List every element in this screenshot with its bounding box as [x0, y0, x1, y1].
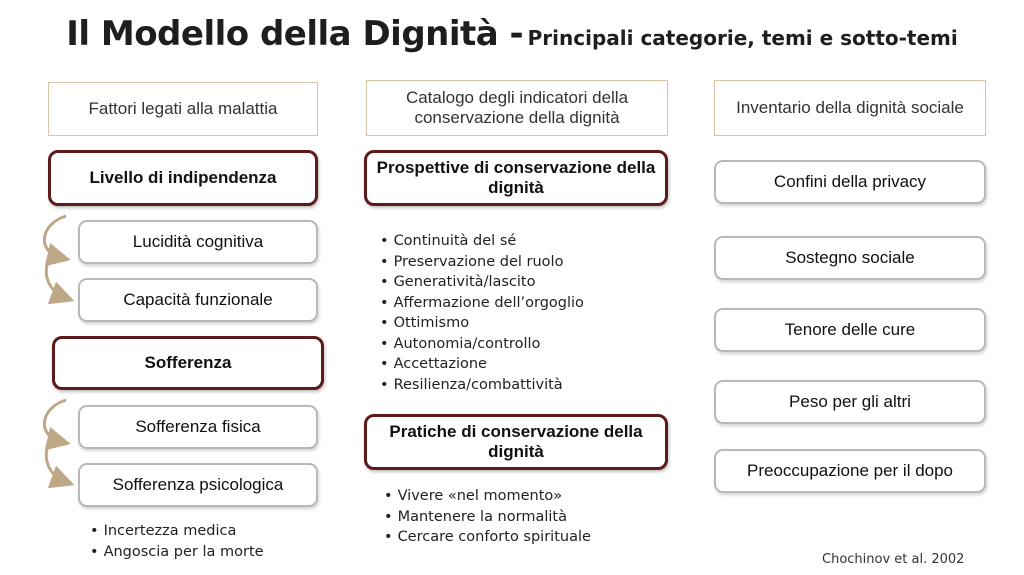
list-item: • Autonomia/controllo	[380, 334, 584, 355]
header-label: Catalogo degli indicatori della conservazione della dignità	[405, 88, 629, 127]
diagram-title	[0, 14, 1024, 54]
category-independence	[48, 150, 318, 206]
subtheme-label: Sofferenza fisica	[135, 417, 261, 437]
list-item: • Angoscia per la morte	[90, 542, 264, 563]
subtheme-cognitive-acuity	[78, 220, 318, 264]
header-label: Fattori legati alla malattia	[88, 99, 278, 119]
practices-bullet-list	[384, 486, 591, 548]
list-item: • Resilienza/combattività	[380, 375, 584, 396]
perspectives-bullet-list	[380, 231, 584, 395]
header-dignity-conserving-repertoire	[366, 80, 668, 136]
header-label: Inventario della dignità sociale	[736, 98, 964, 118]
list-item: • Accettazione	[380, 354, 584, 375]
list-item: • Vivere «nel momento»	[384, 486, 591, 507]
title-main: Il Modello della Dignità -	[66, 14, 524, 54]
citation: Chochinov et al. 2002	[822, 552, 965, 567]
category-dignity-practices	[364, 414, 668, 470]
curved-arrow-icon	[38, 396, 78, 492]
list-item: • Generatività/lascito	[380, 272, 584, 293]
subtheme-functional-capacity	[78, 278, 318, 322]
category-label: Pratiche di conservazione della dignità	[389, 422, 643, 461]
suffering-bullet-list	[90, 521, 264, 562]
header-illness-factors	[48, 82, 318, 136]
category-label: Sofferenza	[144, 353, 232, 373]
item-privacy-boundaries	[714, 160, 986, 204]
subtheme-physical-suffering	[78, 405, 318, 449]
list-item: • Cercare conforto spirituale	[384, 527, 591, 548]
subtheme-label: Sofferenza psicologica	[112, 475, 284, 495]
list-item: • Preservazione del ruolo	[380, 252, 584, 273]
list-item: • Ottimismo	[380, 313, 584, 334]
title-subtitle: Principali categorie, temi e sotto-temi	[527, 26, 958, 50]
subtheme-psychological-suffering	[78, 463, 318, 507]
item-label: Sostegno sociale	[785, 248, 915, 268]
header-social-dignity-inventory	[714, 80, 986, 136]
subtheme-label: Lucidità cognitiva	[132, 232, 264, 252]
list-item: • Incertezza medica	[90, 521, 264, 542]
list-item: • Affermazione dell’orgoglio	[380, 293, 584, 314]
item-label: Confini della privacy	[773, 172, 927, 192]
subtheme-label: Capacità funzionale	[123, 290, 273, 310]
item-social-support	[714, 236, 986, 280]
category-dignity-perspectives	[364, 150, 668, 206]
category-label: Prospettive di conservazione della dignità	[376, 158, 656, 197]
list-item: • Continuità del sé	[380, 231, 584, 252]
item-care-tenor	[714, 308, 986, 352]
item-aftermath-concerns	[714, 449, 986, 493]
item-label: Preoccupazione per il dopo	[746, 461, 954, 481]
category-suffering	[52, 336, 324, 390]
item-label: Peso per gli altri	[789, 392, 911, 412]
category-label: Livello di indipendenza	[89, 168, 277, 188]
item-burden-to-others	[714, 380, 986, 424]
curved-arrow-icon	[38, 212, 78, 308]
item-label: Tenore delle cure	[784, 320, 916, 340]
list-item: • Mantenere la normalità	[384, 507, 591, 528]
